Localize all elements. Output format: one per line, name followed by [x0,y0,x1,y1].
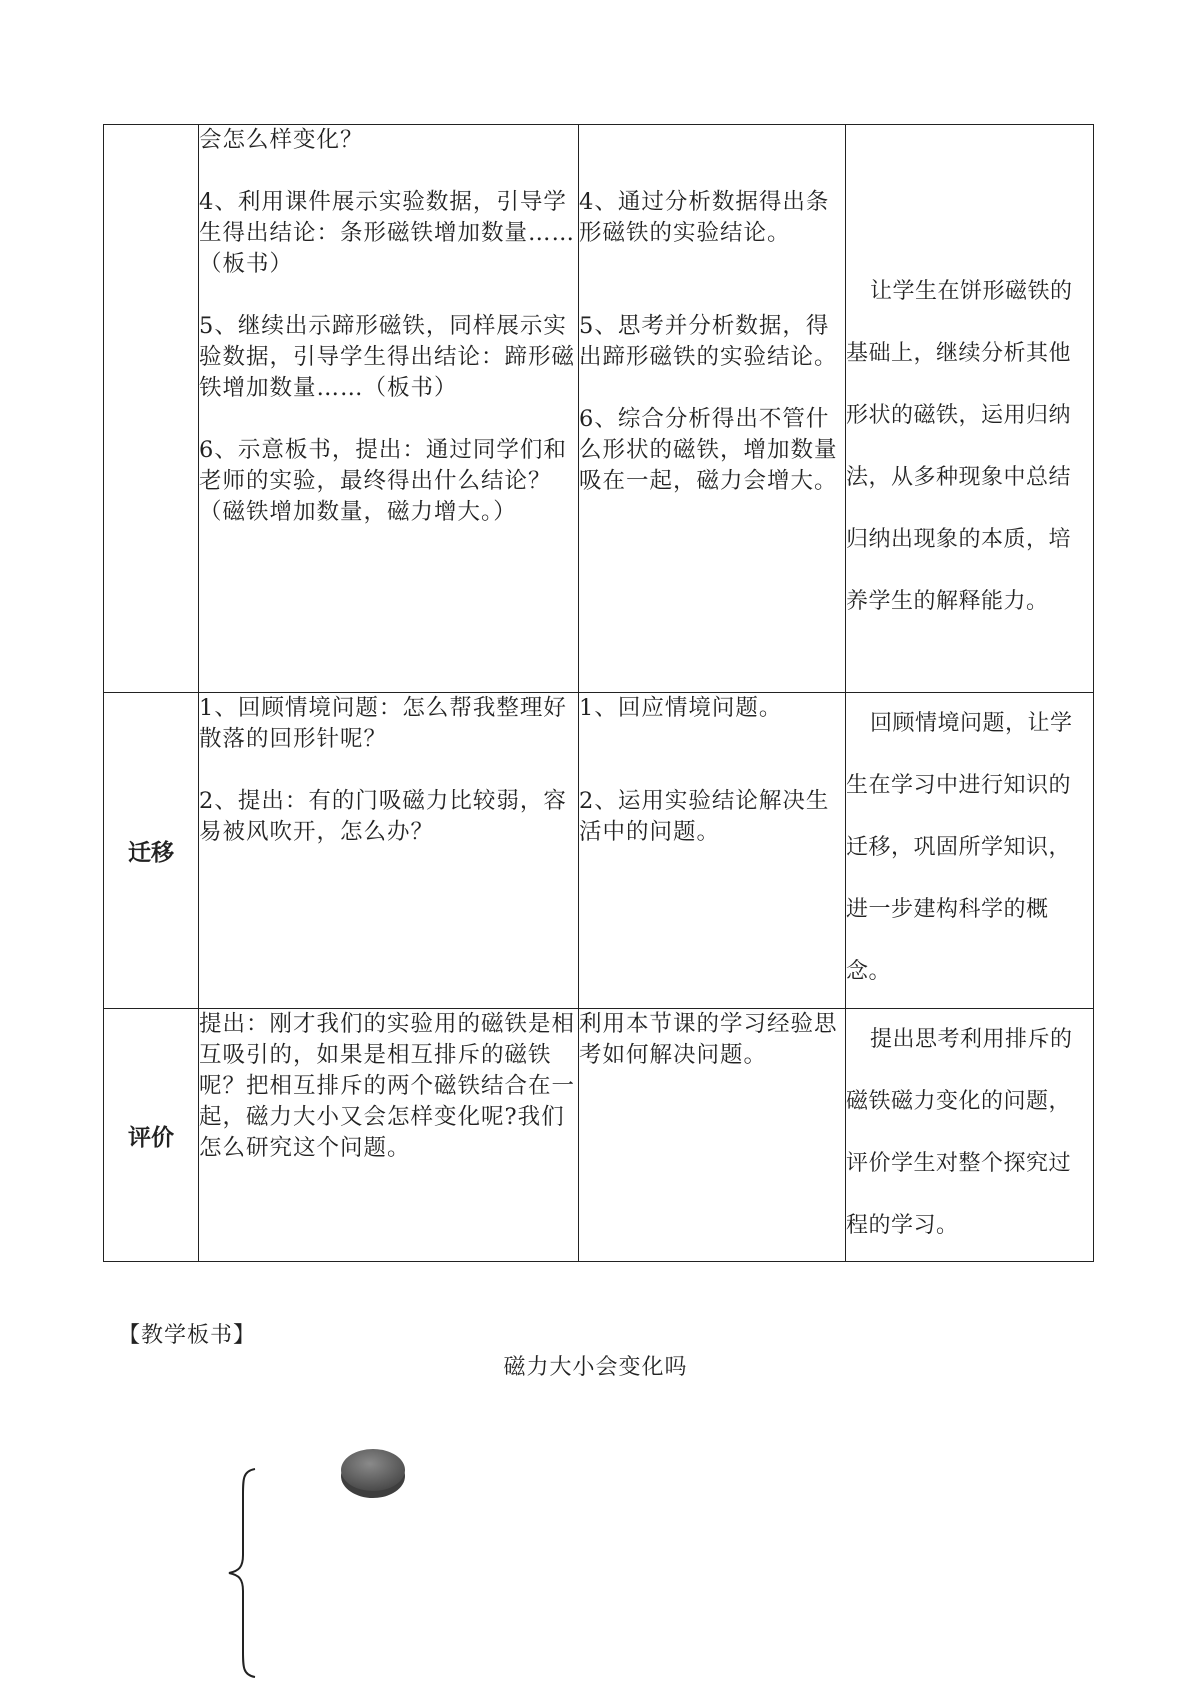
student-activity-cell [579,1009,846,1262]
design-intent-cell [846,693,1094,1009]
board-section-heading: 【教学板书】 [118,1323,257,1348]
lesson-plan-table [103,124,1094,1262]
student-step: 1、回应情境问题。 [579,695,783,721]
teacher-step: 5、继续出示蹄形磁铁，同样展示实验数据，引导学生得出结论：蹄形磁铁增加数量……（板书） [199,313,576,401]
teacher-step: （磁铁增加数量，磁力增大。） [199,499,517,525]
teacher-activity-cell [199,1009,579,1262]
table-row [104,125,1094,693]
stage-cell: 评价 [104,1009,199,1262]
student-step: 6、综合分析得出不管什么形状的磁铁，增加数量吸在一起，磁力会增大。 [579,406,838,494]
teacher-activity-cell [199,693,579,1009]
teacher-step: 提出：刚才我们的实验用的磁铁是相互吸引的，如果是相互排斥的磁铁呢？把相互排斥的两个磁铁结合在一起，磁力大小又会怎样变化呢?我们怎么研究这个问题。 [199,1011,576,1161]
design-intent-text: 回顾情境问题，让学生在学习中进行知识的迁移，巩固所学知识，进一步建构科学的概念。 [846,711,1073,984]
student-step: 2、运用实验结论解决生活中的问题。 [579,788,830,845]
stage-cell: 迁移 [104,693,199,1009]
disc-magnet-icon [338,1445,408,1501]
student-step: 5、思考并分析数据，得出蹄形磁铁的实验结论。 [579,313,838,370]
teacher-step: 2、提出：有的门吸磁力比较弱，容易被风吹开，怎么办？ [199,788,567,845]
design-intent-cell [846,125,1094,693]
student-step: 4、通过分析数据得出条形磁铁的实验结论。 [579,189,830,246]
table-row [104,693,1094,1009]
student-activity-cell [579,693,846,1009]
teacher-step: 6、示意板书，提出：通过同学们和老师的实验，最终得出什么结论？ [199,437,567,494]
teacher-step: 4、利用课件展示实验数据，引导学生得出结论：条形磁铁增加数量……（板书） [199,189,576,277]
design-intent-text: 提出思考利用排斥的磁铁磁力变化的问题，评价学生对整个探究过程的学习。 [846,1027,1073,1238]
student-activity-cell [579,125,846,693]
teacher-step: 会怎么样变化？ [199,127,364,153]
teacher-step: 1、回顾情境问题：怎么帮我整理好散落的回形针呢？ [199,695,567,752]
table-row [104,1009,1094,1262]
design-intent-cell [846,1009,1094,1262]
left-brace-icon [225,1467,261,1679]
stage-cell [104,125,199,693]
student-step: 利用本节课的学习经验思考如何解决问题。 [579,1011,838,1068]
board-title: 磁力大小会变化吗 [503,1355,688,1380]
teacher-activity-cell [199,125,579,693]
design-intent-text: 让学生在饼形磁铁的基础上，继续分析其他形状的磁铁，运用归纳法，从多种现象中总结归纳出现象的本质，培养学生的解释能力。 [846,279,1073,614]
